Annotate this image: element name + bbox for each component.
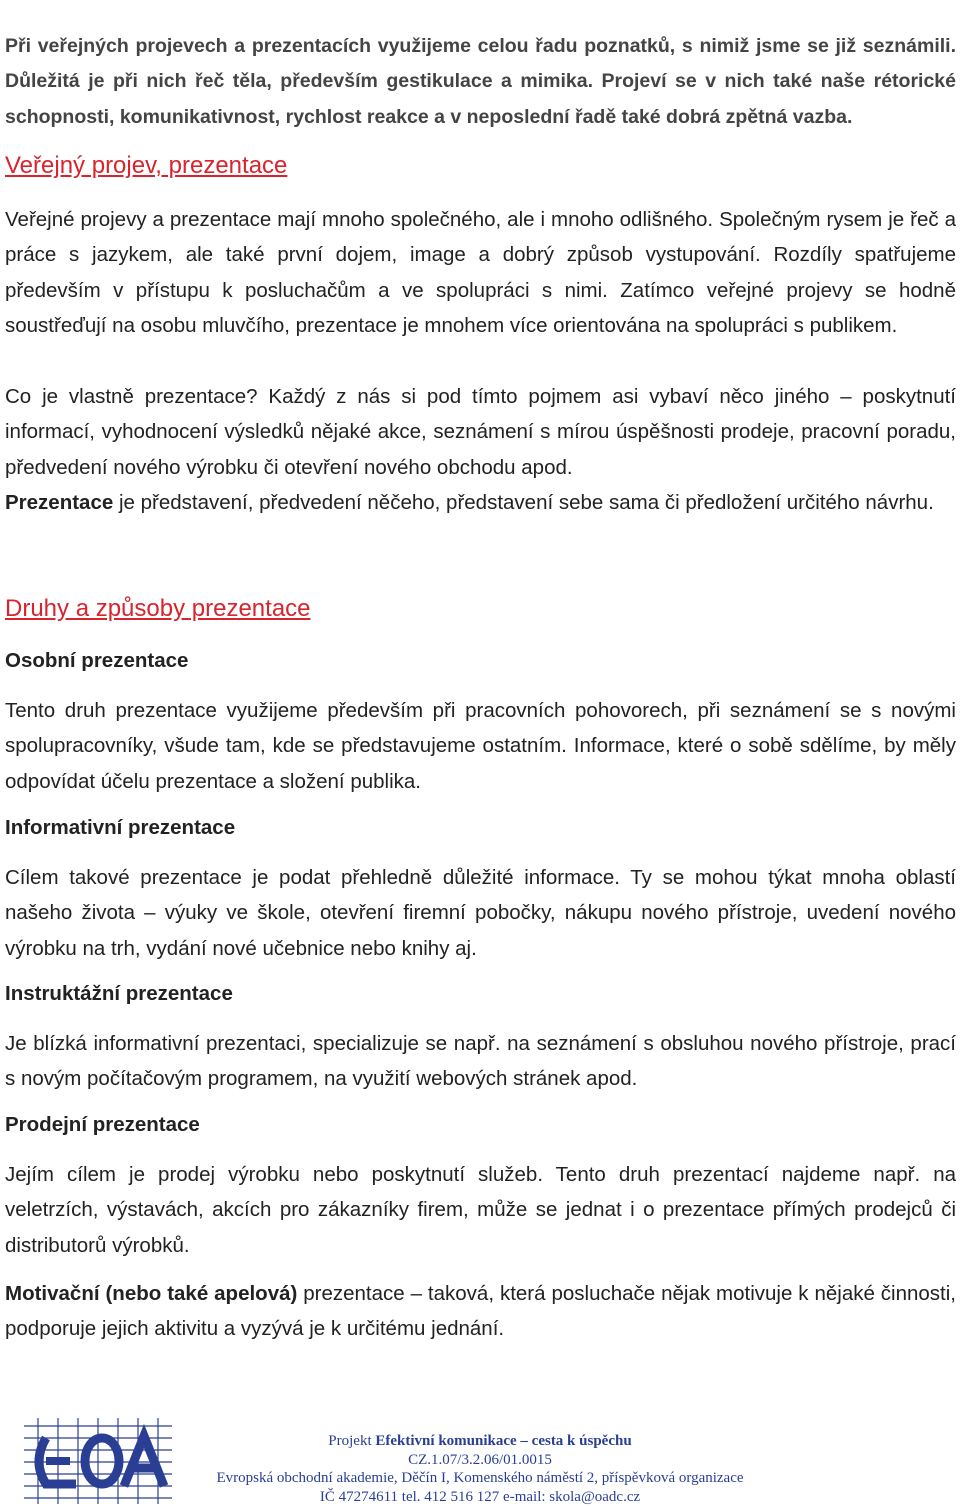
footer-school-address: Evropská obchodní akademie, Děčín I, Komenského náměstí 2, příspěvková organizace — [216, 1470, 744, 1486]
paragraph-personal: Tento druh prezentace využijeme především při pracovních pohovorech, při seznámení se s novými spolupracovníky, všude tam, kde se představujeme ostatním. Informace, které o sobě sdělíme, by měly odpovídat účelu prezentace a složení publika. — [5, 699, 956, 793]
footer-project-name: Efektivní komunikace – cesta k úspěchu — [375, 1433, 632, 1449]
paragraph-speech-vs-presentation: Veřejné projevy a prezentace mají mnoho společného, ale i mnoho odlišného. Společným rysem je řeč a práce s jazykem, ale také první dojem, image a dobrý způsob vystupování. Rozdíly spatřujeme především v přístupu k posluchačům a ve spolupráci s nimi. Zatímco veřejné projevy se hodně soustřeďují na osobu mluvčího, prezentace je mnohem více orientována na spolupráci s publikem. — [5, 208, 956, 337]
footer-project-line: Projekt Efektivní komunikace – cesta k úspěchu — [328, 1433, 632, 1449]
footer-contact: IČ 47274611 tel. 412 516 127 e-mail: skola@oadc.cz — [319, 1488, 641, 1505]
subheading-instructional: Instruktážní prezentace — [5, 982, 233, 1005]
paragraph-instructional: Je blízká informativní prezentaci, specializuje se např. na seznámení s obsluhou nového přístroje, prací s novým počítačovým programem, na využití webových stránek apod. — [5, 1032, 956, 1091]
paragraph-motivational — [5, 1276, 956, 1347]
paragraph-informative: Cílem takové prezentace je podat přehledně důležité informace. Ty se mohou týkat mnoha oblastí našeho života – výuky ve škole, otevření firemní pobočky, nákupu nového přístroje, uvedení nového výrobku na trh, vydání nové učebnice nebo knihy aj. — [5, 866, 956, 960]
subheading-sales: Prodejní prezentace — [5, 1113, 200, 1136]
intro-paragraph: Při veřejných projevech a prezentacích využijeme celou řadu poznatků, s nimiž jsme se již seznámili. Důležitá je při nich řeč těla, především gestikulace a mimika. Projeví se v nich také naše rétorické schopnosti, komunikativnost, rychlost reakce a v neposlední řadě také dobrá zpětná vazba. — [5, 35, 956, 128]
term-motivational: Motivační (nebo také apelová) — [5, 1282, 298, 1305]
paragraph-presentation-definition — [5, 485, 956, 520]
footer — [180, 1432, 780, 1506]
footer-registration: CZ.1.07/3.2.06/01.0015 — [408, 1451, 552, 1468]
section-heading-types: Druhy a způsoby prezentace — [5, 595, 311, 622]
subheading-personal: Osobní prezentace — [5, 649, 189, 672]
motivational-text: prezentace – taková, která posluchače nějak motivuje k nějaké činnosti, podporuje jejich aktivitu a vyzývá je k určitému jednání. — [5, 1282, 957, 1341]
section-heading-public-speech: Veřejný projev, prezentace — [5, 152, 288, 179]
paragraph-what-is-presentation: Co je vlastně prezentace? Každý z nás si pod tímto pojmem asi vybaví něco jiného – poskytnutí informací, vyhodnocení výsledků nějaké akce, seznámení s mírou úspěšnosti prodeje, pracovní poradu, předvedení nového výrobku či otevření nového obchodu apod. — [5, 385, 956, 479]
school-logo — [24, 1418, 172, 1504]
term-presentation: Prezentace — [5, 491, 114, 514]
definition-text: je představení, předvedení něčeho, představení sebe sama či předložení určitého návrhu. — [113, 491, 934, 514]
paragraph-sales: Jejím cílem je prodej výrobku nebo poskytnutí služeb. Tento druh prezentací najdeme např. na veletrzích, výstavách, akcích pro zákazníky firem, může se jednat i o prezentace přímých prodejců či distributorů výrobků. — [5, 1163, 956, 1257]
subheading-informative: Informativní prezentace — [5, 816, 236, 839]
